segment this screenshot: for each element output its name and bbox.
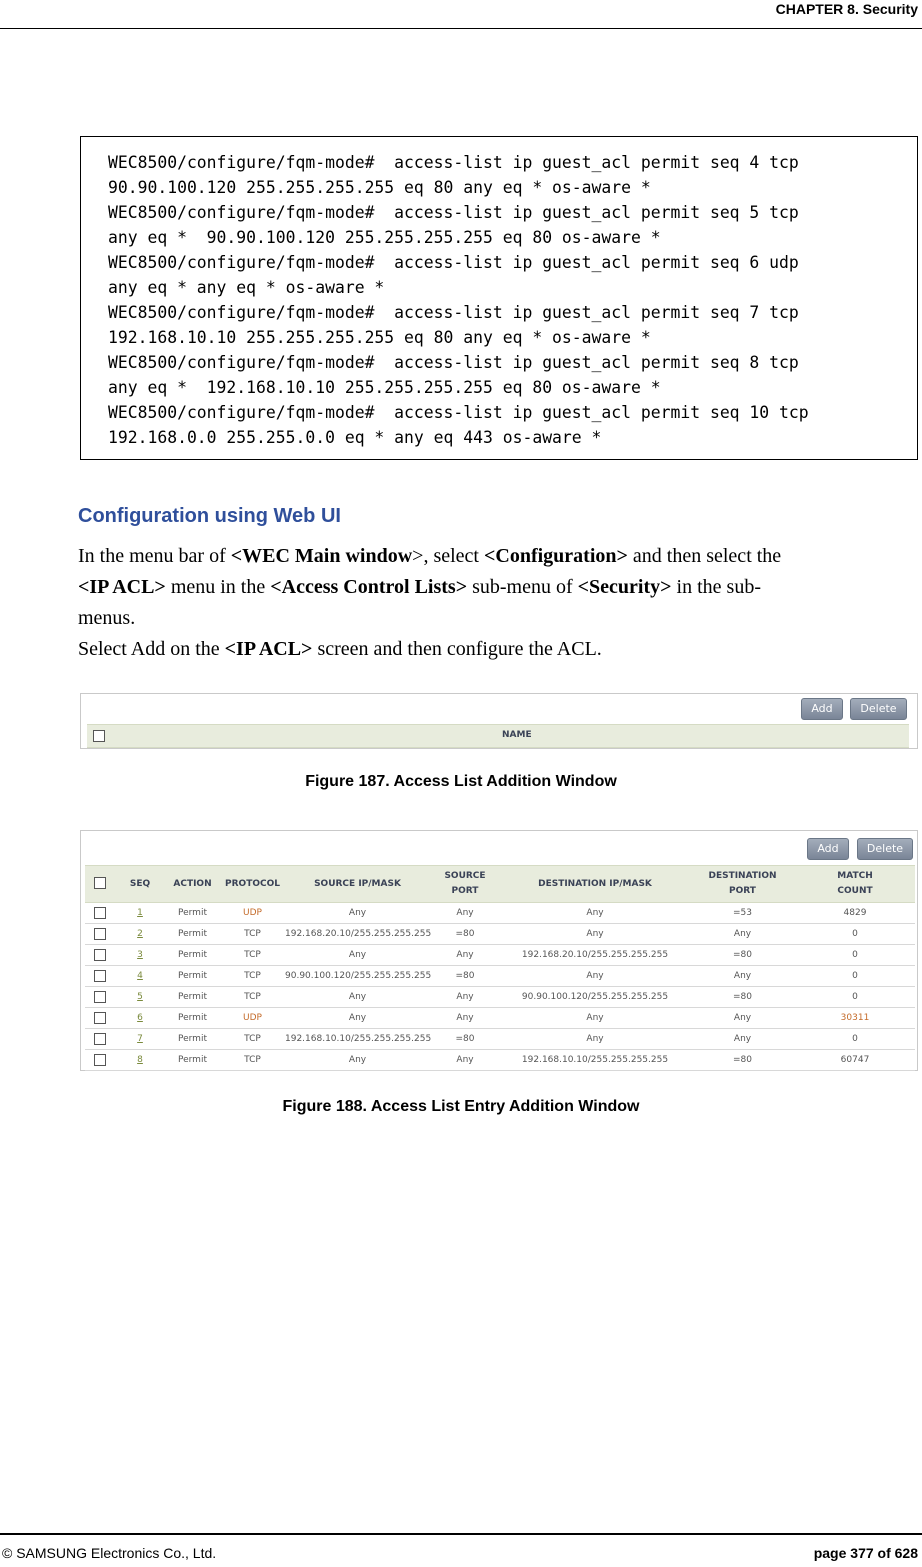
figure-187-caption: Figure 187. Access List Addition Window	[305, 773, 617, 790]
row-checkbox-cell[interactable]	[85, 945, 115, 966]
protocol-cell: UDP	[220, 1008, 285, 1029]
seq-cell[interactable]: 2	[115, 924, 165, 945]
destination-port-cell: =53	[690, 903, 795, 924]
seq-cell[interactable]: 3	[115, 945, 165, 966]
row-checkbox[interactable]	[94, 907, 106, 919]
action-cell: Permit	[165, 1008, 220, 1029]
row-checkbox-cell[interactable]	[85, 1029, 115, 1050]
seq-cell[interactable]: 4	[115, 966, 165, 987]
match-count-cell: 0	[795, 1029, 915, 1050]
source-port-cell: Any	[430, 987, 500, 1008]
seq-cell[interactable]: 7	[115, 1029, 165, 1050]
match-count-cell: 0	[795, 966, 915, 987]
source-ip-header: SOURCE IP/MASK	[285, 866, 430, 903]
row-checkbox[interactable]	[94, 970, 106, 982]
protocol-cell: TCP	[220, 987, 285, 1008]
destination-port-cell: Any	[690, 966, 795, 987]
add-button[interactable]: Add	[801, 698, 843, 720]
code-line: WEC8500/configure/fqm-mode# access-list ip guest_acl permit seq 4 tcp	[108, 153, 799, 172]
row-checkbox[interactable]	[94, 949, 106, 961]
table-row	[85, 987, 915, 1008]
table-row	[85, 924, 915, 945]
page-footer	[0, 1533, 922, 1567]
source-port-cell: =80	[430, 924, 500, 945]
copyright-text: © SAMSUNG Electronics Co., Ltd.	[2, 1545, 217, 1561]
action-header: ACTION	[165, 866, 220, 903]
row-checkbox-cell[interactable]	[85, 924, 115, 945]
row-checkbox[interactable]	[94, 1033, 106, 1045]
code-line: WEC8500/configure/fqm-mode# access-list ip guest_acl permit seq 10 tcp	[108, 403, 809, 422]
destination-port-cell: =80	[690, 945, 795, 966]
paragraph-line-3: menus.	[78, 607, 136, 629]
instruction-paragraph	[78, 541, 908, 665]
match-count-cell: 0	[795, 924, 915, 945]
page-header	[0, 0, 922, 29]
action-cell: Permit	[165, 945, 220, 966]
row-checkbox-cell[interactable]	[85, 903, 115, 924]
row-checkbox[interactable]	[94, 991, 106, 1003]
code-line: WEC8500/configure/fqm-mode# access-list ip guest_acl permit seq 7 tcp	[108, 303, 799, 322]
match-count-cell: 60747	[795, 1050, 915, 1071]
row-checkbox-cell[interactable]	[85, 1050, 115, 1071]
destination-ip-cell: Any	[500, 924, 690, 945]
source-ip-cell: Any	[285, 987, 430, 1008]
action-cell: Permit	[165, 987, 220, 1008]
code-line: 90.90.100.120 255.255.255.255 eq 80 any eq * os-aware *	[108, 178, 651, 197]
add-entry-button[interactable]: Add	[807, 838, 849, 860]
destination-port-cell: Any	[690, 1029, 795, 1050]
seq-cell[interactable]: 5	[115, 987, 165, 1008]
code-line: 192.168.0.0 255.255.0.0 eq * any eq 443 os-aware *	[108, 428, 602, 447]
code-line: any eq * 192.168.10.10 255.255.255.255 eq 80 os-aware *	[108, 378, 661, 397]
source-ip-cell: Any	[285, 1050, 430, 1071]
action-cell: Permit	[165, 1029, 220, 1050]
delete-entry-button[interactable]: Delete	[857, 838, 913, 860]
destination-ip-cell: 192.168.20.10/255.255.255.255	[500, 945, 690, 966]
select-all-entries-checkbox[interactable]	[94, 877, 106, 889]
acl-entry-screenshot	[80, 830, 918, 1071]
source-port-cell: Any	[430, 903, 500, 924]
match-count-cell: 4829	[795, 903, 915, 924]
cli-code-box	[80, 136, 918, 460]
source-ip-cell: 192.168.10.10/255.255.255.255	[285, 1029, 430, 1050]
code-line: WEC8500/configure/fqm-mode# access-list ip guest_acl permit seq 8 tcp	[108, 353, 799, 372]
source-port-cell: Any	[430, 1050, 500, 1071]
paragraph-line-2: <IP ACL> menu in the <Access Control Lists> sub-menu of <Security> in the sub-	[78, 576, 761, 598]
match-count-cell: 0	[795, 987, 915, 1008]
row-checkbox[interactable]	[94, 1054, 106, 1066]
match-count-cell: 30311	[795, 1008, 915, 1029]
table-row	[85, 945, 915, 966]
table-row	[85, 966, 915, 987]
acl-list-header	[87, 724, 909, 748]
source-ip-cell: Any	[285, 945, 430, 966]
acl-entry-table	[85, 865, 915, 1071]
seq-cell[interactable]: 1	[115, 903, 165, 924]
match-count-header: MATCH COUNT	[795, 866, 915, 903]
table-row	[85, 1050, 915, 1071]
action-cell: Permit	[165, 903, 220, 924]
paragraph-line-4: Select Add on the <IP ACL> screen and then configure the ACL.	[78, 638, 602, 660]
match-count-cell: 0	[795, 945, 915, 966]
cli-code-lines	[108, 150, 809, 450]
protocol-header: PROTOCOL	[220, 866, 285, 903]
source-ip-cell: Any	[285, 1008, 430, 1029]
destination-ip-cell: Any	[500, 1008, 690, 1029]
source-port-cell: Any	[430, 1008, 500, 1029]
destination-port-cell: =80	[690, 987, 795, 1008]
row-checkbox-cell[interactable]	[85, 966, 115, 987]
protocol-cell: TCP	[220, 966, 285, 987]
source-port-cell: =80	[430, 1029, 500, 1050]
source-ip-cell: Any	[285, 903, 430, 924]
code-line: any eq * 90.90.100.120 255.255.255.255 eq 80 os-aware *	[108, 228, 661, 247]
protocol-cell: TCP	[220, 945, 285, 966]
protocol-cell: UDP	[220, 903, 285, 924]
source-port-header: SOURCE PORT	[430, 866, 500, 903]
destination-port-cell: Any	[690, 924, 795, 945]
table-header-row	[85, 866, 915, 903]
destination-ip-cell: Any	[500, 1029, 690, 1050]
seq-cell[interactable]: 8	[115, 1050, 165, 1071]
source-port-cell: =80	[430, 966, 500, 987]
action-cell: Permit	[165, 1050, 220, 1071]
figure-188-caption: Figure 188. Access List Entry Addition Window	[282, 1098, 640, 1115]
destination-port-cell: Any	[690, 1008, 795, 1029]
row-checkbox[interactable]	[94, 1012, 106, 1024]
source-ip-cell: 192.168.20.10/255.255.255.255	[285, 924, 430, 945]
table-row	[85, 1008, 915, 1029]
table-row	[85, 1029, 915, 1050]
section-heading: Configuration using Web UI	[78, 505, 341, 527]
table-row	[85, 903, 915, 924]
destination-ip-cell: 192.168.10.10/255.255.255.255	[500, 1050, 690, 1071]
destination-port-header: DESTINATION PORT	[690, 866, 795, 903]
action-cell: Permit	[165, 966, 220, 987]
protocol-cell: TCP	[220, 1050, 285, 1071]
destination-ip-header: DESTINATION IP/MASK	[500, 866, 690, 903]
destination-ip-cell: 90.90.100.120/255.255.255.255	[500, 987, 690, 1008]
destination-ip-cell: Any	[500, 966, 690, 987]
select-all-checkbox[interactable]	[93, 730, 105, 742]
seq-cell[interactable]: 6	[115, 1008, 165, 1029]
action-cell: Permit	[165, 924, 220, 945]
delete-button[interactable]: Delete	[850, 698, 907, 720]
seq-header: SEQ	[115, 866, 165, 903]
name-column-header: NAME	[502, 730, 532, 740]
page-number: page 377 of 628	[813, 1545, 918, 1561]
destination-ip-cell: Any	[500, 903, 690, 924]
code-line: WEC8500/configure/fqm-mode# access-list ip guest_acl permit seq 6 udp	[108, 253, 799, 272]
chapter-title: CHAPTER 8. Security	[775, 1, 918, 17]
code-line: 192.168.10.10 255.255.255.255 eq 80 any eq * os-aware *	[108, 328, 651, 347]
protocol-cell: TCP	[220, 1029, 285, 1050]
protocol-cell: TCP	[220, 924, 285, 945]
code-line: WEC8500/configure/fqm-mode# access-list ip guest_acl permit seq 5 tcp	[108, 203, 799, 222]
acl-list-screenshot	[80, 693, 918, 749]
header-checkbox-cell[interactable]	[85, 866, 115, 903]
row-checkbox-cell[interactable]	[85, 1008, 115, 1029]
source-ip-cell: 90.90.100.120/255.255.255.255	[285, 966, 430, 987]
paragraph-line-1: In the menu bar of <WEC Main window>, select <Configuration> and then select the	[78, 545, 782, 567]
row-checkbox-cell[interactable]	[85, 987, 115, 1008]
row-checkbox[interactable]	[94, 928, 106, 940]
source-port-cell: Any	[430, 945, 500, 966]
destination-port-cell: =80	[690, 1050, 795, 1071]
code-line: any eq * any eq * os-aware *	[108, 278, 385, 297]
